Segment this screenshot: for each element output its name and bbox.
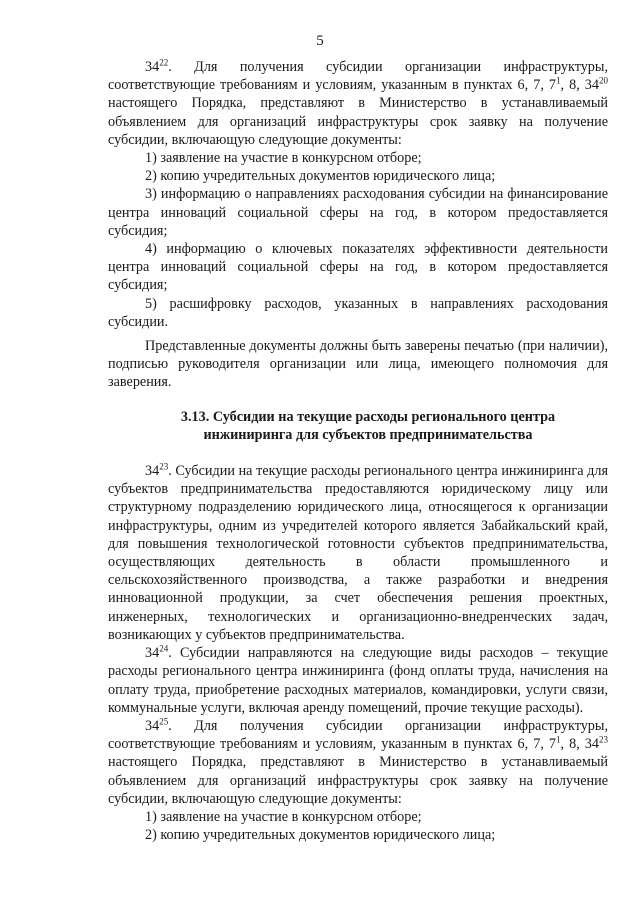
- paragraph-34-23: $34^{23}$. Субсидии на текущие расходы регионального центра инжиниринга для субъектов предпринимательства предоставляются юридическому лицу или структурному подразделению юридического лица, относящегося к организации инфраструктуры, одним из учредителей которого является Забайкальский край, для повышения технологической готовности субъектов предпринимательства, осуществляющих деятельность в области промышленного и сельскохозяйственного производства, а также разработки и внедрения инновационной продукции, за счет обеспечения решения проектных, инженерных, технологических и организационно-внедренческих задач, возникающих у субъектов предпринимательства.: [108, 461, 608, 643]
- paragraph-34-25: $34^{25}$. Для получения субсидии организации инфраструктуры, соответствующие требованиям и условиям, указанным в пунктах 6, 7, $7^1$, 8, $34^{23}$ настоящего Порядка, представляют в Министерство в устанавливаемый объявлением для организаций инфраструктуры срок заявку на получение субсидии, включающую следующие документы:: [108, 716, 608, 807]
- certification-note: Представленные документы должны быть заверены печатью (при наличии), подписью руководителя организации или лица, имеющего полномочия для заверения.: [108, 338, 608, 391]
- page-number: 5: [316, 33, 324, 49]
- list-item: 1) заявление на участие в конкурсном отборе;: [145, 808, 422, 825]
- list-item: 2) копию учредительных документов юридического лица;: [145, 827, 496, 844]
- list-item: 4) информацию о ключевых показателях эффективности деятельности центра инноваций социальной сферы на год, в котором предоставляется субсидия;: [108, 241, 608, 294]
- document-body: [108, 58, 608, 844]
- section-heading: 3.13. Субсидии на текущие расходы регионального центра инжиниринга для субъектов предпринимательства: [180, 408, 556, 443]
- paragraph-34-22: $34^{22}$. Для получения субсидии организации инфраструктуры, соответствующие требованиям и условиям, указанным в пунктах 6, 7, $7^1$, 8, $34^{20}$ настоящего Порядка, представляют в Министерство в устанавливаемый объявлением для организаций инфраструктуры срок заявку на получение субсидии, включающую следующие документы:: [108, 57, 608, 148]
- list-item: 1) заявление на участие в конкурсном отборе;: [145, 150, 422, 167]
- list-item: 3) информацию о направлениях расходования субсидии на финансирование центра инноваций социальной сферы на год, в котором предоставляется субсидия;: [108, 186, 608, 239]
- list-item: 2) копию учредительных документов юридического лица;: [145, 168, 496, 185]
- paragraph-34-24: $34^{24}$. Субсидии направляются на следующие виды расходов – текущие расходы регионального центра инжиниринга (фонд оплаты труда, начисления на оплату труда, приобретение расходных материалов, командировки, услуги связи, коммунальные услуги, включая аренду помещений, прочие текущие расходы).: [108, 643, 608, 716]
- list-item: 5) расшифровку расходов, указанных в направлениях расходования субсидии.: [108, 295, 608, 330]
